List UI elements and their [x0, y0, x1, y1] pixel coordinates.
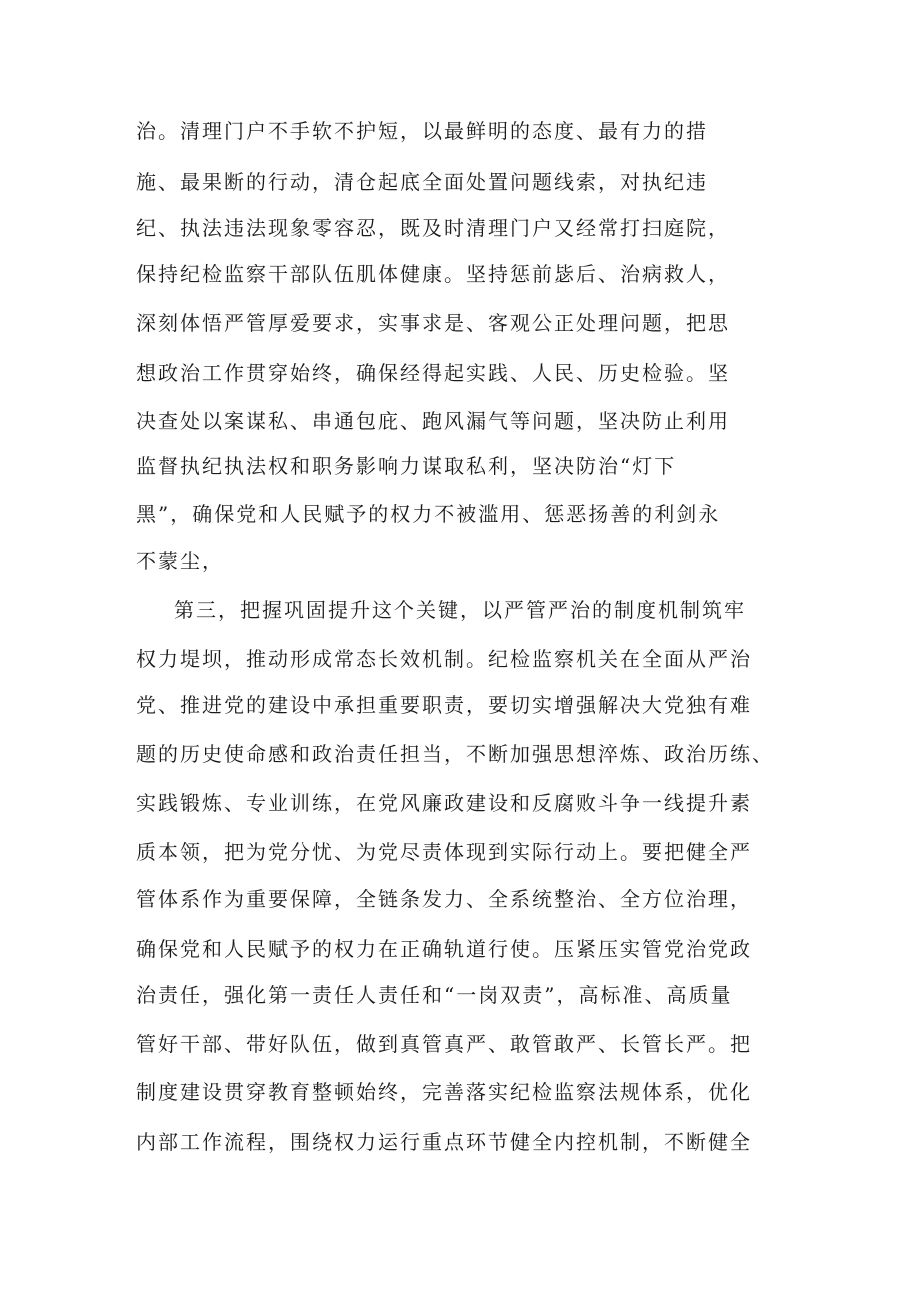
text-line: 纪、执法违法现象零容忍，既及时清理门户又经常打扫庭院，: [136, 216, 730, 240]
text-line: 质本领，把为党分忧、为党尽责体现到实际行动上。要把健全严: [136, 840, 752, 864]
text-line: 实践锻炼、专业训练，在党风廉政建设和反腐败斗争一线提升素: [136, 791, 752, 815]
text-line: 确保党和人民赋予的权力在正确轨道行使。压紧压实管党治党政: [136, 937, 752, 961]
text-line: 决查处以案谋私、串通包庇、跑风漏气等问题，坚决防止利用: [136, 409, 730, 433]
text-line: 权力堤坝，推动形成常态长效机制。纪检监察机关在全面从严治: [136, 647, 752, 671]
text-line: 想政治工作贯穿始终，确保经得起实践、人民、历史检验。坚: [136, 361, 730, 385]
text-line: 不蒙尘，: [136, 549, 224, 573]
text-line: 管体系作为重要保障，全链条发力、全系统整治、全方位治理，: [136, 887, 752, 911]
text-line: 制度建设贯穿教育整顿始终，完善落实纪检监察法规体系，优化: [136, 1080, 752, 1104]
text-line: 保持纪检监察干部队伍肌体健康。坚持惩前毖后、治病救人，: [136, 262, 730, 286]
text-line: 深刻体悟严管厚爱要求，实事求是、客观公正处理问题，把思: [136, 311, 730, 335]
text-line: 黑”，确保党和人民赋予的权力不被滥用、惩恶扬善的利剑永: [136, 502, 721, 526]
text-line: 治。清理门户不手软不护短，以最鲜明的态度、最有力的措: [136, 119, 708, 143]
text-line: 内部工作流程，围绕权力运行重点环节健全内控机制，不断健全: [136, 1130, 752, 1154]
text-line: 题的历史使命感和政治责任担当，不断加强思想淬炼、政治历练、: [136, 742, 774, 766]
text-line: 治责任，强化第一责任人责任和“一岗双责”，高标准、高质量: [136, 983, 733, 1007]
text-line: 党、推进党的建设中承担重要职责，要切实增强解决大党独有难: [136, 693, 752, 717]
paragraph-start-line: 第三，把握巩固提升这个关键，以严管严治的制度机制筑牢: [174, 598, 746, 622]
text-line: 管好干部、带好队伍，做到真管真严、敢管敢严、长管长严。把: [136, 1032, 752, 1056]
text-line: 监督执纪执法权和职务影响力谋取私利，坚决防治“灯下: [136, 454, 677, 478]
text-line: 施、最果断的行动，清仓起底全面处置问题线索，对执纪违: [136, 170, 708, 194]
